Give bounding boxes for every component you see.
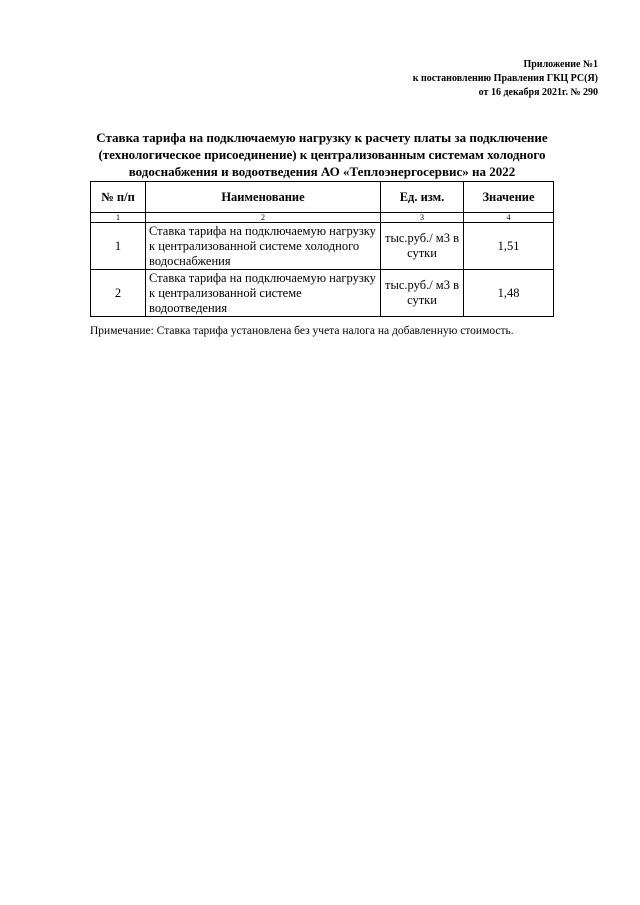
- row-num: 2: [91, 270, 146, 317]
- table-row: [91, 270, 554, 317]
- table-row: [91, 223, 554, 270]
- appendix-header: [413, 58, 598, 100]
- row-name: Ставка тарифа на подключаемую нагрузку к централизованной системе холодного водоснабжения: [146, 223, 381, 270]
- row-name: Ставка тарифа на подключаемую нагрузку к централизованной системе водоотведения: [146, 270, 381, 317]
- row-unit: тыс.руб./ м3 в сутки: [381, 223, 464, 270]
- row-value: 1,48: [464, 270, 554, 317]
- document-title: Ставка тарифа на подключаемую нагрузку к расчету платы за подключение (технологическое присоединение) к централизованным системам холодного водоснабжения и водоотведения АО «Теплоэнергосервис» на 2022: [96, 130, 548, 179]
- header-name: Наименование: [146, 182, 381, 213]
- column-number: 3: [381, 213, 464, 223]
- row-value: 1,51: [464, 223, 554, 270]
- column-number: 2: [146, 213, 381, 223]
- row-num: 1: [91, 223, 146, 270]
- footnote: Примечание: Ставка тарифа установлена без учета налога на добавленную стоимость.: [90, 325, 514, 337]
- table-header-row: [91, 182, 554, 213]
- appendix-line-2: к постановлению Правления ГКЦ РС(Я): [412, 73, 598, 84]
- column-number: 1: [91, 213, 146, 223]
- row-unit: тыс.руб./ м3 в сутки: [381, 270, 464, 317]
- header-num: № п/п: [91, 182, 146, 213]
- column-number: 4: [464, 213, 554, 223]
- appendix-line-3: от 16 декабря 2021г. № 290: [478, 87, 598, 98]
- column-number-row: [91, 213, 554, 223]
- appendix-line-1: Приложение №1: [523, 59, 598, 70]
- header-unit: Ед. изм.: [381, 182, 464, 213]
- header-value: Значение: [464, 182, 554, 213]
- tariff-table: [90, 181, 554, 317]
